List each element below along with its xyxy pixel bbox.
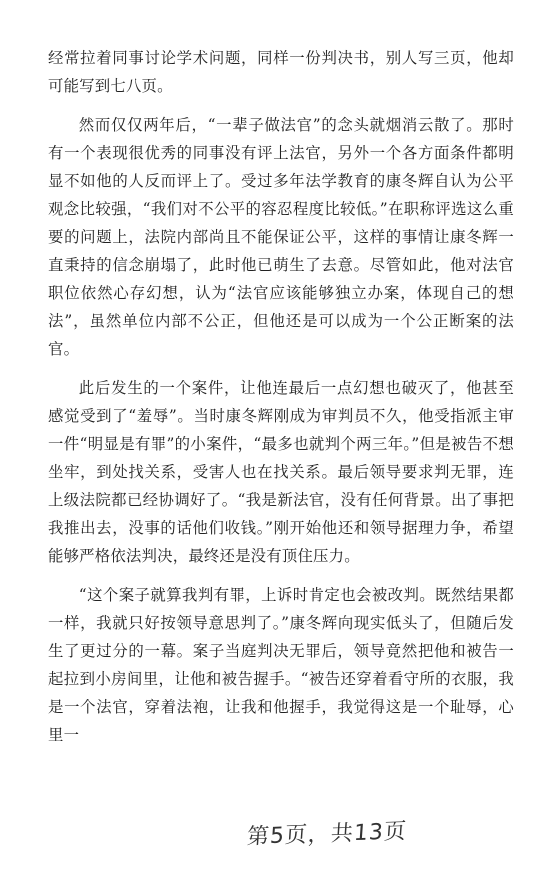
paragraph: “这个案子就算我判有罪，上诉时肯定也会被改判。既然结果都一样，我就只好按领导意思判了。”康冬辉向现实低头了，但随后发生了更过分的一幕。案子当庭判决无罪后，领导竟然把他和被告一起拉到小房间里，让他和被告握手。“被告还穿着看守所的衣服，我是一个法官，穿着法袍，让我和他握手，我觉得这是一个耻辱，心里一 [48,586,514,744]
paragraph-continuation: 经常拉着同事讨论学术问题，同样一份判决书，别人写三页，他却可能写到七八页。 [48,49,514,95]
paragraph: 此后发生的一个案件，让他连最后一点幻想也破灭了，他甚至感觉受到了“羞辱”。当时康冬辉刚成为审判员不久，他受指派主审一件“明显是有罪”的小案件，“最多也就判个两三年。”但是被告不想坐牢，到处找关系，受害人也在找关系。最后领导要求判无罪，连上级法院都已经协调好了。“我是新法官，没有任何背景。出了事把我推出去，没事的话他们收钱。”刚开始他还和领导据理力争，希望能够严格依法判决，最终还是没有顶住压力。 [48,379,514,565]
body-text [48,44,514,760]
paragraph: 然而仅仅两年后，“一辈子做法官”的念头就烟消云散了。那时有一个表现很优秀的同事没有评上法官，另外一个各方面条件都明显不如他的人反而评上了。受过多年法学教育的康冬辉自认为公平观念比较强，“我们对不公平的容忍程度比较低。”在职称评选这么重要的问题上，法院内部尚且不能保证公平，这样的事情让康冬辉一直秉持的信念崩塌了，此时他已萌生了去意。尽管如此，他对法官职位依然心存幻想，认为“法官应该能够独立办案，体现自己的想法”，虽然单位内部不公正，但他还是可以成为一个公正断案的法官。 [48,116,514,358]
handwritten-page-number: 第5页，共13页 [246,819,408,850]
